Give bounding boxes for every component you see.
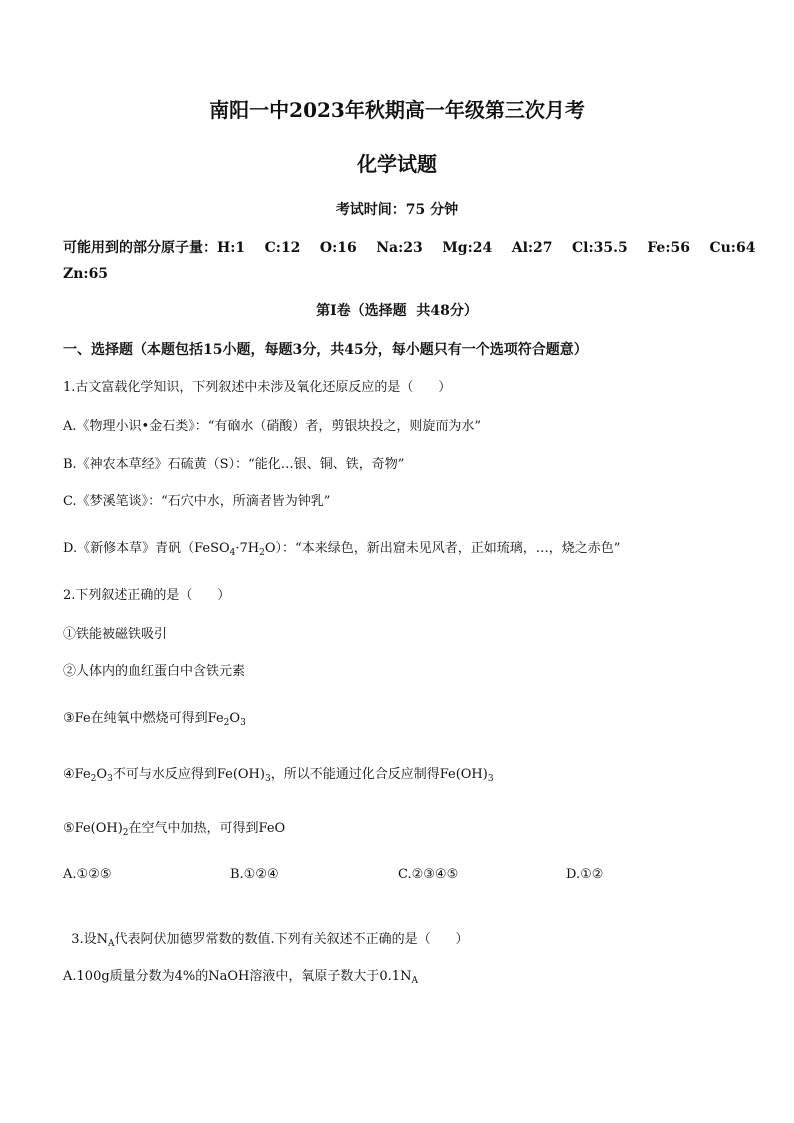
exam-title: 南阳一中2023年秋期高一年级第三次月考 (209, 98, 585, 122)
question-3-stem: 3.设$N_A$代表阿伏加德罗常数的数值.下列有关叙述不正确的是（ ） (71, 932, 469, 949)
question-3-option-a: A.100g质量分数为4%的NaOH溶液中，氧原子数大于$0.1N_A$ (63, 969, 418, 986)
question-2-stem: 2.下列叙述正确的是（ ） (63, 588, 231, 603)
question-2-statement-5: $⑤Fe(OH)_2$在空气中加热，可得到FeO (63, 821, 286, 838)
question-2-option-a: A.①②⑤ (63, 867, 112, 882)
question-2-statement-2: ②人体内的血红蛋白中含铁元素 (63, 664, 246, 679)
question-1-option-b: B.《神农本草经》石硫黄（S）：“能化…银、铜、铁，奇物” (63, 457, 405, 472)
question-1-stem: 1.古文富载化学知识，下列叙述中未涉及氧化还原反应的是（ ） (63, 380, 452, 395)
question-2-statement-3: ③Fe在纯氧中燃烧可得到$Fe_2O_3$ (63, 711, 246, 728)
question-2-statement-1: ①铁能被磁铁吸引 (63, 627, 168, 642)
question-1-option-a: A.《物理小识•金石类》：“有硇水（硝酸）者，剪银块投之，则旋而为水” (63, 419, 481, 434)
atomic-masses: 可能用到的部分原子量：H:1 C:12 O:16 Na:23 Mg:24 Al:27 Cl:35.5 Fe:56 Cu:64 (63, 240, 756, 256)
question-2-option-b: B.①②④ (230, 867, 279, 882)
section-heading: 一、选择题（本题包括15小题，每题3分，共45分，每小题只有一个选项符合题意） (63, 342, 588, 358)
atomic-masses-continued: Zn:65 (63, 266, 109, 282)
exam-time: 考试时间：75 分钟 (335, 202, 459, 218)
question-2-option-d: D.①② (566, 867, 604, 882)
question-2-statement-4: $④Fe_2O_3$不可与水反应得到$Fe(OH)_3$，所以不能通过化合反应制得$Fe(OH)_3$ (63, 767, 494, 784)
subject-title: 化学试题 (357, 152, 437, 176)
question-2-option-c: C.②③④⑤ (398, 867, 459, 882)
question-1-option-d: D.《新修本草》青矾$(FeSO_4\cdot 7H_2O)$：“本来绿色，新出窟未见风者，正如琉璃，…，烧之赤色” (63, 541, 621, 558)
volume-heading: 第Ⅰ卷（选择题 共48分） (316, 303, 478, 319)
question-1-option-c: C.《梦溪笔谈》：“石穴中水，所滴者皆为钟乳” (63, 494, 331, 509)
